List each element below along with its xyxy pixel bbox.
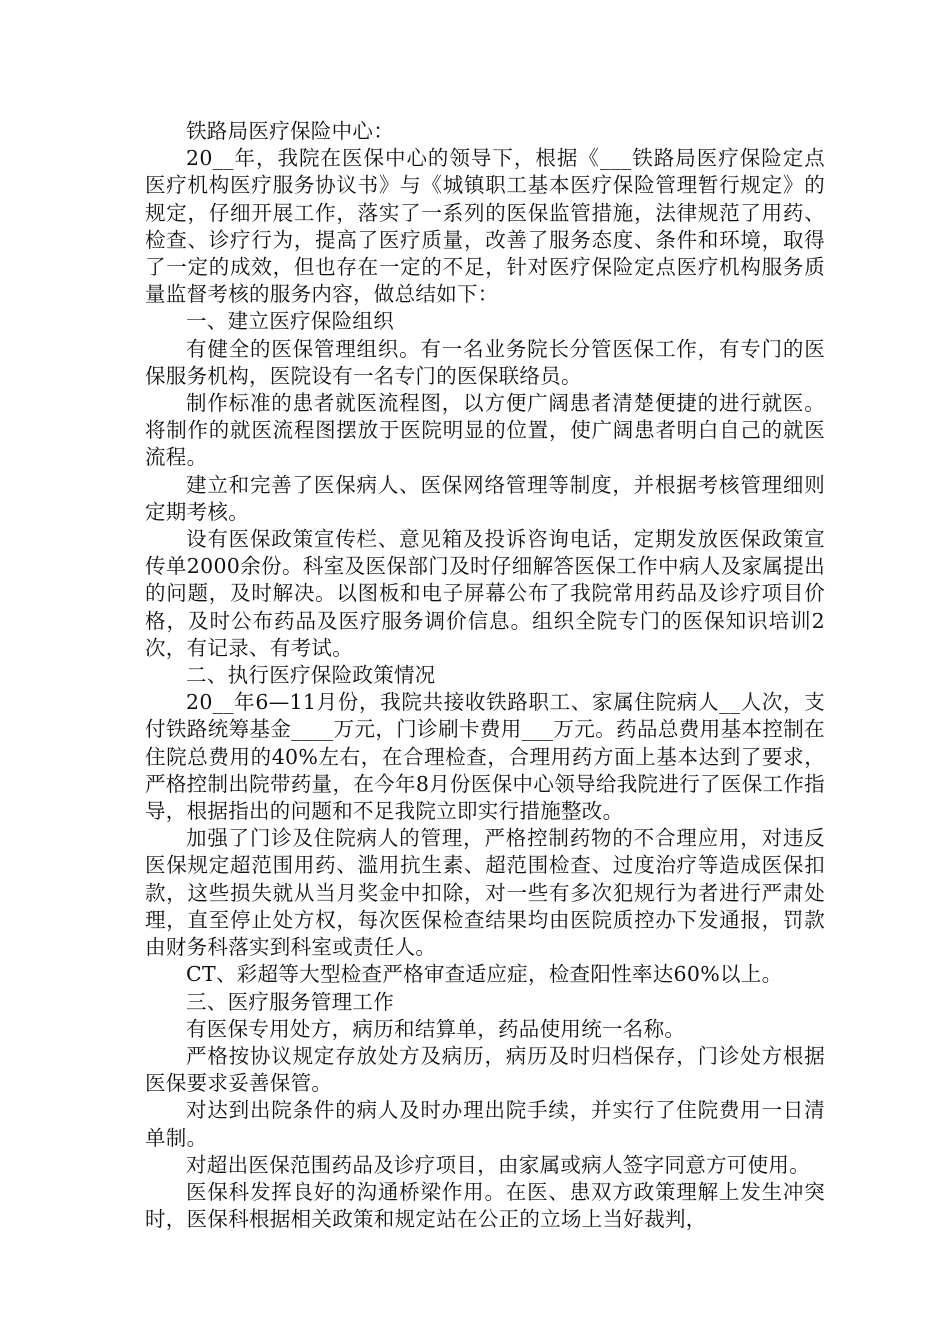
paragraph: 制作标准的患者就医流程图，以方便广阔患者清楚便捷的进行就医。将制作的就医流程图摆放于医院明显的位置，使广阔患者明白自己的就医流程。 (145, 391, 825, 470)
paragraph: 建立和完善了医保病人、医保网络管理等制度，并根据考核管理细则定期考核。 (145, 472, 825, 524)
section-heading-1: 一、建立医疗保险组织 (186, 309, 394, 334)
paragraph: 严格按协议规定存放处方及病历，病历及时归档保存，门诊处方根据医保要求妥善保管。 (145, 1043, 825, 1096)
paragraph: 对超出医保范围药品及诊疗项目，由家属或病人签字同意方可使用。 (186, 1152, 810, 1177)
paragraph-intro: 20__年，我院在医保中心的领导下，根据《___铁路局医疗保险定点医疗机构医疗服务协议书》与《城镇职工基本医疗保险管理暂行规定》的规定，仔细开展工作，落实了一系列的医保监管措施，法律规范了用药、检查、诊疗行为，提高了医疗质量，改善了服务态度、条件和环境，取得了一定的成效，但也存在一定的不足，针对医疗保险定点医疗机构服务质量监督考核的服务内容，做总结如下： (145, 146, 825, 307)
paragraph: 医保科发挥良好的沟通桥梁作用。在医、患双方政策理解上发生冲突时，医保科根据相关政策和规定站在公正的立场上当好裁判， (145, 1179, 825, 1232)
paragraph: CT、彩超等大型检查严格审查适应症，检查阳性率达60%以上。 (186, 962, 783, 987)
section-heading-3: 三、医疗服务管理工作 (186, 989, 394, 1014)
paragraph: 加强了门诊及住院病人的管理，严格控制药物的不合理应用，对违反医保规定超范围用药、滥用抗生素、超范围检查、过度治疗等造成医保扣款，这些损失就从当月奖金中扣除，对一些有多次犯规行为者进行严肃处理，直至停止处方权，每次医保检查结果均由医院质控办下发通报，罚款由财务科落实到科室或责任人。 (145, 826, 825, 960)
paragraph: 20__年6—11月份，我院共接收铁路职工、家属住院病人__人次，支付铁路统筹基金____万元，门诊刷卡费用___万元。药品总费用基本控制在住院总费用的40%左右，在合理检查，合理用药方面上基本达到了要求，严格控制出院带药量，在今年8月份医保中心领导给我院进行了医保工作指导，根据指出的问题和不足我院立即实行措施整改。 (145, 690, 825, 824)
section-heading-2: 二、执行医疗保险政策情况 (186, 663, 436, 688)
paragraph: 有医保专用处方，病历和结算单，药品使用统一名称。 (186, 1016, 686, 1041)
paragraph: 有健全的医保管理组织。有一名业务院长分管医保工作，有专门的医保服务机构，医院设有一名专门的医保联络员。 (145, 336, 825, 388)
paragraph: 对达到出院条件的病人及时办理出院手续，并实行了住院费用一日清单制。 (145, 1098, 825, 1150)
salutation: 铁路局医疗保险中心： (186, 119, 394, 143)
document-body (145, 118, 825, 1233)
paragraph: 设有医保政策宣传栏、意见箱及投诉咨询电话，定期发放医保政策宣传单2000余份。科室及医保部门及时仔细解答医保工作中病人及家属提出的问题，及时解决。以图板和电子屏幕公布了我院常用药品及诊疗项目价格，及时公布药品及医疗服务调价信息。组织全院专门的医保知识培训2次，有记录、有考试。 (145, 527, 825, 660)
